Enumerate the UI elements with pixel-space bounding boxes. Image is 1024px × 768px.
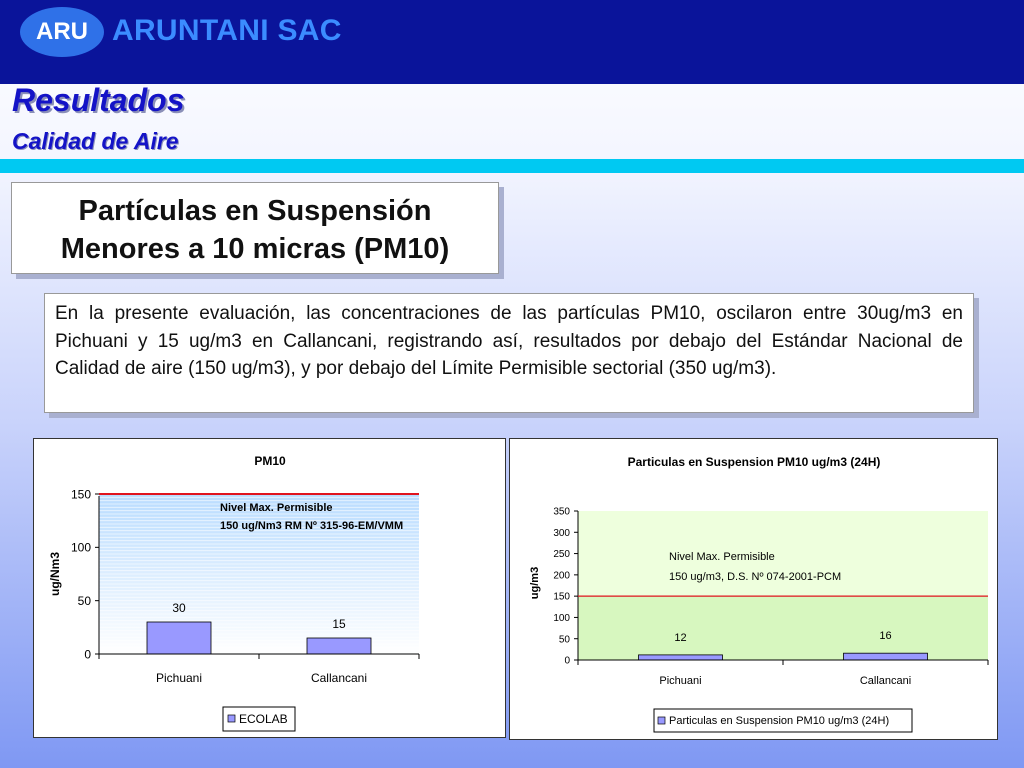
y-tick-label: 100	[70, 540, 91, 555]
y-tick-label: 250	[553, 549, 570, 561]
limit-label-line2: 150 ug/m3, D.S. Nº 074-2001-PCM	[669, 571, 842, 583]
section-title-box	[11, 182, 499, 274]
bar-pichuani	[147, 622, 211, 654]
chart-title: Particulas en Suspension PM10 ug/m3 (24H)	[627, 455, 881, 469]
legend	[654, 709, 912, 732]
y-tick-label: 0	[84, 647, 91, 662]
legend-swatch	[228, 715, 235, 722]
y-axis-label: ug/m3	[529, 566, 541, 600]
bar-callancani	[844, 653, 928, 660]
section-title-line2: Menores a 10 micras (PM10)	[60, 233, 450, 265]
company-name: ARUNTANI SAC	[112, 14, 342, 47]
chart-pm10-24h-svg	[510, 439, 997, 739]
bar-pichuani	[639, 655, 723, 660]
accent-bar	[0, 159, 1024, 173]
x-tick-label: Pichuani	[155, 671, 203, 685]
chart-title: PM10	[254, 454, 286, 468]
x-tick-label: Pichuani	[659, 675, 702, 687]
data-label: 30	[172, 601, 186, 615]
y-tick-label: 200	[553, 570, 570, 582]
y-tick-label: 300	[553, 527, 570, 539]
data-label: 12	[674, 631, 687, 644]
legend-swatch	[658, 717, 665, 724]
plot-area-lower	[578, 596, 988, 660]
data-label: 15	[332, 617, 346, 631]
chart-pm10-svg	[34, 439, 505, 737]
bar-callancani	[307, 638, 371, 654]
page-subtitle: Calidad de Aire	[12, 128, 179, 154]
header-bar	[0, 0, 1024, 84]
limit-label-line1: Nivel Max. Permisible	[220, 502, 333, 514]
legend-label: ECOLAB	[239, 712, 288, 726]
y-tick-label: 150	[70, 487, 91, 502]
y-tick-label: 0	[564, 655, 570, 667]
x-tick-label: Callancani	[310, 671, 368, 685]
logo	[20, 7, 104, 57]
y-tick-label: 350	[553, 506, 570, 518]
y-tick-label: 50	[77, 593, 91, 608]
y-tick-label: 150	[553, 591, 570, 603]
legend-label: Particulas en Suspension PM10 ug/m3 (24H)	[669, 715, 890, 727]
chart-pm10	[33, 438, 506, 738]
section-title-line1: Partículas en Suspensión	[78, 195, 432, 227]
y-axis-label: ug/Nm3	[48, 551, 62, 597]
limit-label-line1: Nivel Max. Permisible	[669, 551, 775, 563]
y-tick-label: 100	[553, 613, 570, 625]
x-tick-label: Callancani	[859, 675, 912, 687]
y-tick-label: 50	[558, 634, 570, 646]
description-box	[44, 293, 974, 413]
description-text: En la presente evaluación, las concentraciones de las partículas PM10, oscilaron entre 30ug/m3 en Pichuani y 15 ug/m3 en Callancani, registrando así, resultados por debajo del Estándar Nacional de Calidad de aire (150 ug/m3), y por debajo del Límite Permisible sectorial (350 ug/m3).	[55, 303, 963, 379]
data-label: 16	[879, 630, 892, 643]
page-title: Resultados	[12, 82, 185, 118]
logo-text: ARU	[36, 18, 88, 45]
limit-label-line2: 150 ug/Nm3 RM Nº 315-96-EM/VMM	[220, 520, 404, 532]
legend	[223, 707, 295, 731]
chart-pm10-24h	[509, 438, 998, 740]
